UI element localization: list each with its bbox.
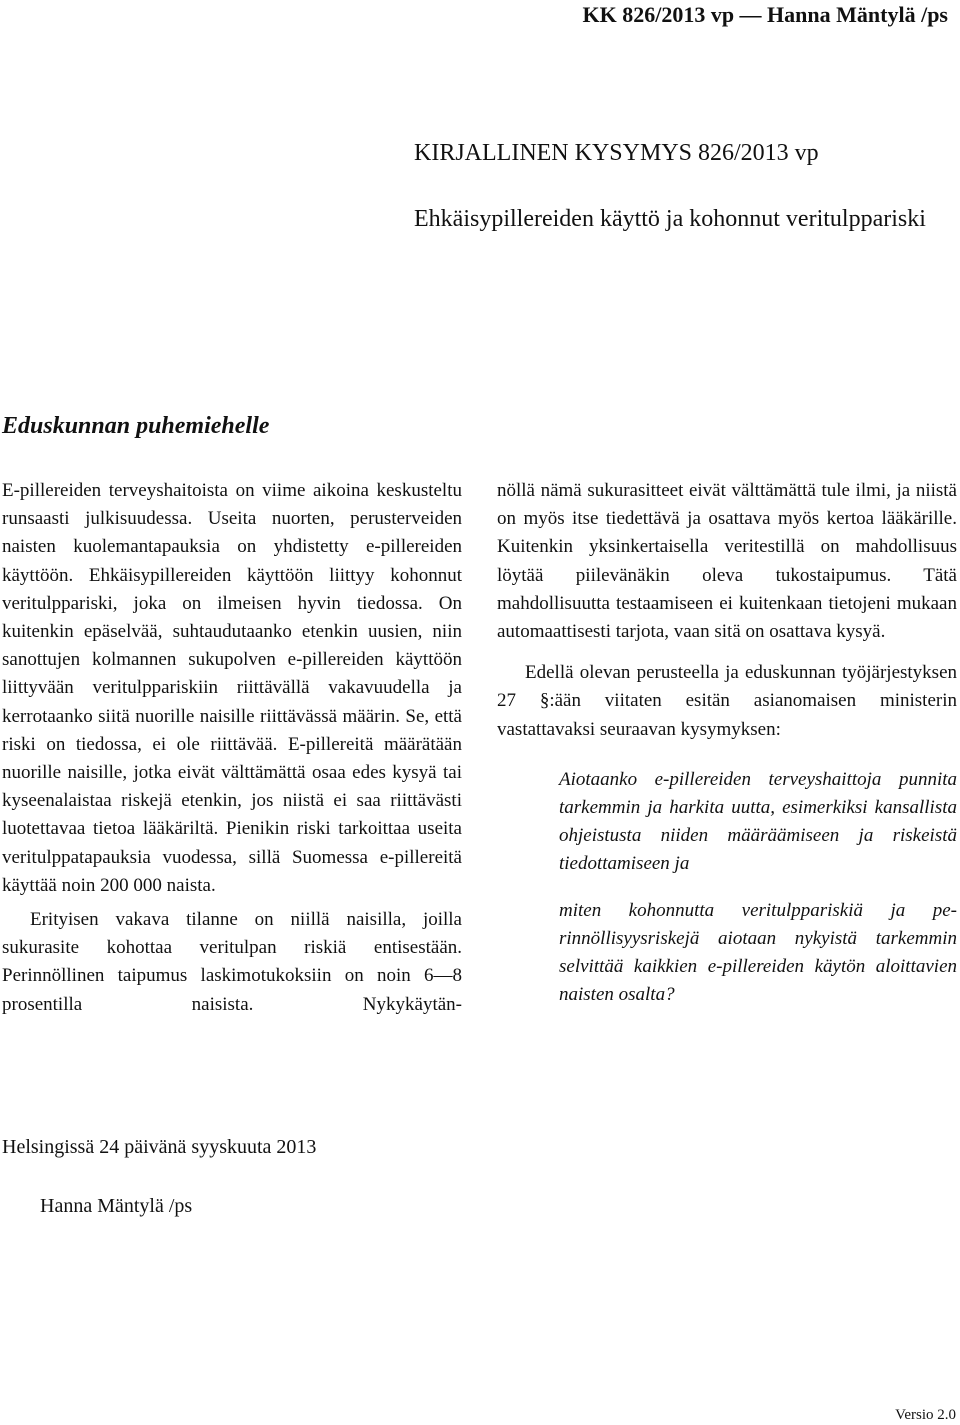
body-paragraph-2-continued: nöllä nämä sukurasitteet eivät välttämättä tule ilmi, ja niistä on myös itse tiedettävä ja osattava myös kertoa lääkärille. Kuitenkin yksinkertaisella veritestillä on mahdollisuus löytää piilevänäkin oleva tukostaipumus. Tätä mahdollisuutta testaamiseen ei kuitenkaan tietojeni mukaan automaattisesti tarjota, vaan sitä on osattava kysyä.: [497, 480, 957, 643]
salutation: Eduskunnan puhemiehelle: [2, 413, 270, 439]
body-paragraph-1: E-pillereiden terveyshaitoista on viime aikoina keskusteltu runsaasti julkisuudessa. Useita nuorten, perusterveiden naisten kuolemantapauksia on yhdistetty e-pillereiden käyttöön. Ehkäisypillereiden käyttöön liittyy kohonnut veritulppariski, joka on ilmeisen hyvin tiedossa. On kuitenkin epäselvää, suhtaudutaanko etenkin uusien, niin sanottujen kolmannen sukupolven e-pillereiden käyttöön liittyvään veritulppariskiin riittävällä vakavuudella ja kerrotaanko siitä nuorille naisille riittävässä määrin. Se, että riski on tiedossa, ei ole riittävää. E-pillereitä määrätään nuorille naisille, jotka eivät välttämättä osaa edes kysyä tai kyseenalaistaa riskejä etenkin, jos niistä ei saa riittävästi luotettavaa tietoa lääkäriltä. Pienikin riski tarkoittaa useita veritulppatapauksia vuodessa, sillä Suomessa e-pillereitä käyttää noin 200 000 naista.: [2, 480, 462, 896]
document-title: Ehkäisypillereiden käyttö ja kohonnut veritulppariski: [414, 206, 926, 232]
version-label: Versio 2.0: [895, 1407, 956, 1423]
body-column-right: [497, 477, 957, 1009]
signer-name: Hanna Mäntylä /ps: [40, 1195, 193, 1217]
question-1: Aiotaanko e-pillereiden terveyshaittoja punnita tarkemmin ja harkita uutta, esimerkiksi kansallista ohjeistusta niiden määräämiseen ja riskeistä tiedottamiseen ja: [559, 768, 957, 875]
document-type-heading: KIRJALLINEN KYSYMYS 826/2013 vp: [414, 140, 819, 166]
question-2: miten kohonnutta veritulppariskiä ja perinnöllisyysriskejä aiotaan nykyistä tarkemmin selvittää kaikkien e-pillereiden käytön aloittavien naisten osalta?: [559, 899, 957, 1006]
place-and-date: Helsingissä 24 päivänä syyskuuta 2013: [2, 1136, 317, 1158]
document-reference-header: KK 826/2013 vp — Hanna Mäntylä /ps: [582, 2, 948, 27]
body-paragraph-2: Erityisen vakava tilanne on niillä naisilla, joilla sukurasite kohottaa veritulpan riskiä entisestään. Perinnöllinen taipumus laskimotukoksiin on noin 6—8 prosentilla naisista. Nykykäytän-: [2, 909, 462, 1015]
body-column-left: [2, 477, 462, 1019]
body-paragraph-3: Edellä olevan perusteella ja eduskunnan työjärjestyksen 27 §:ään viitaten esitän asianomaisen ministerin vastattavaksi seuraavan kysymyksen:: [497, 662, 957, 740]
